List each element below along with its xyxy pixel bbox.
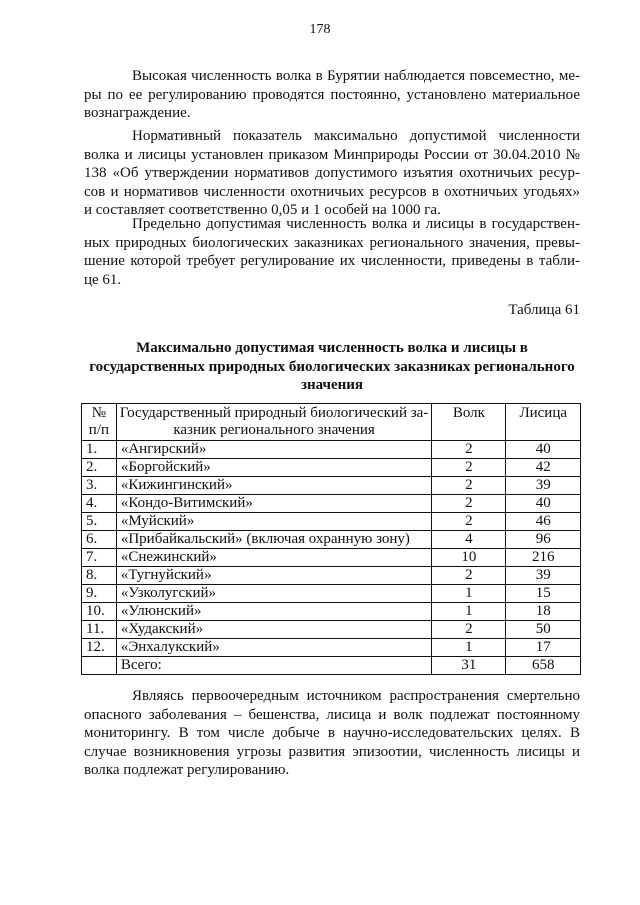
cell-fox: 17 [506, 639, 581, 657]
cell-num: 5. [82, 513, 117, 531]
cell-name: «Кижингинский» [116, 477, 431, 495]
text-line: це 61. [84, 271, 122, 288]
table-title-line: Максимально допустимая численность волка и лисицы в [136, 340, 528, 356]
cell-wolf: 10 [432, 549, 506, 567]
cell-name: «Улюнский» [116, 603, 431, 621]
table-title [84, 339, 580, 395]
text-line: шение которой требует регулирование их численности, приведены в табли- [84, 253, 580, 270]
table-row [82, 531, 581, 549]
cell-fox: 658 [506, 657, 581, 675]
cell-name: «Муйский» [116, 513, 431, 531]
cell-wolf: 31 [432, 657, 506, 675]
cell-num: 8. [82, 567, 117, 585]
text-line: Нормативный показатель максимально допустимой численности [132, 128, 580, 144]
cell-fox: 50 [506, 621, 581, 639]
table-total-row [82, 657, 581, 675]
cell-name: «Ангирский» [116, 441, 431, 459]
cell-fox: 18 [506, 603, 581, 621]
table-row [82, 441, 581, 459]
cell-num: 4. [82, 495, 117, 513]
table-title-line: государственных природных биологических заказниках регионального [89, 358, 575, 375]
cell-wolf: 2 [432, 459, 506, 477]
cell-fox: 40 [506, 495, 581, 513]
header-fox: Лисица [506, 404, 581, 441]
text-line: опасного заболевания – бешенства, лисица и волк подлежат постоянному [84, 706, 580, 723]
text-line: волка и лисицы установлен приказом Минприроды России от 30.04.2010 № [84, 146, 580, 163]
paragraph-1 [84, 67, 580, 123]
reserves-table [81, 403, 581, 675]
cell-name: «Энхалукский» [116, 639, 431, 657]
cell-fox: 40 [506, 441, 581, 459]
cell-num: 2. [82, 459, 117, 477]
header-name-line: Государственный природный биологический за- [119, 405, 429, 421]
cell-num: 6. [82, 531, 117, 549]
text-line: ных природных биологических заказниках регионального значения, превы- [84, 234, 580, 251]
text-line: волка подлежат регулированию. [84, 762, 290, 779]
table-row [82, 513, 581, 531]
cell-num: 7. [82, 549, 117, 567]
cell-wolf: 2 [432, 495, 506, 513]
header-wolf: Волк [432, 404, 506, 441]
cell-fox: 96 [506, 531, 581, 549]
text-line: и составляет соответственно 0,05 и 1 особей на 1000 га. [84, 202, 441, 219]
text-line: Высокая численность волка в Бурятии наблюдается повсеместно, ме- [132, 68, 580, 84]
cell-wolf: 1 [432, 603, 506, 621]
table-row [82, 621, 581, 639]
table-row [82, 603, 581, 621]
paragraph-4 [84, 687, 580, 780]
text-line: Предельно допустимая численность волка и лисицы в государствен- [132, 216, 580, 232]
cell-num: 9. [82, 585, 117, 603]
table-header-row [82, 404, 581, 441]
cell-num: 1. [82, 441, 117, 459]
cell-name: Всего: [116, 657, 431, 675]
cell-fox: 46 [506, 513, 581, 531]
cell-wolf: 2 [432, 621, 506, 639]
cell-name: «Боргойский» [116, 459, 431, 477]
text-line: сов и нормативов численности охотничьих ресурсов в охотничьих угодьях» [84, 183, 580, 200]
header-name [116, 404, 431, 441]
cell-num [82, 657, 117, 675]
header-num-line: № [91, 405, 107, 421]
table-row [82, 585, 581, 603]
cell-name: «Худакский» [116, 621, 431, 639]
header-num-line: п/п [88, 422, 110, 438]
cell-fox: 42 [506, 459, 581, 477]
cell-fox: 15 [506, 585, 581, 603]
text-line: случае возникновения угрозы развития эпизоотии, численность лисицы и [84, 743, 580, 760]
cell-fox: 39 [506, 477, 581, 495]
table-row [82, 567, 581, 585]
table-caption: Таблица 61 [508, 302, 580, 318]
cell-num: 10. [82, 603, 117, 621]
paragraph-2 [84, 127, 580, 220]
table-body [82, 441, 581, 675]
table-row [82, 549, 581, 567]
text-line: мониторингу. В том числе добыче в научно-исследовательских целях. В [84, 725, 580, 742]
text-line: ры по ее регулированию проводятся постоянно, установлено материальное [84, 86, 580, 103]
header-name-line: казник регионального значения [173, 422, 375, 438]
text-line: 138 «Об утверждении нормативов допустимого изъятия охотничьих ресур- [84, 165, 580, 182]
cell-num: 3. [82, 477, 117, 495]
table-row [82, 495, 581, 513]
cell-fox: 39 [506, 567, 581, 585]
cell-name: «Прибайкальский» (включая охранную зону) [116, 531, 431, 549]
cell-fox: 216 [506, 549, 581, 567]
header-num [82, 404, 117, 441]
text-line: Являясь первоочередным источником распространения смертельно [132, 688, 580, 704]
cell-name: «Узколугский» [116, 585, 431, 603]
cell-name: «Кондо-Витимский» [116, 495, 431, 513]
cell-wolf: 4 [432, 531, 506, 549]
table-title-line: значения [300, 377, 364, 394]
table-row [82, 459, 581, 477]
cell-wolf: 1 [432, 585, 506, 603]
table-row [82, 477, 581, 495]
table-row [82, 639, 581, 657]
cell-wolf: 2 [432, 441, 506, 459]
cell-wolf: 2 [432, 513, 506, 531]
paragraph-3 [84, 215, 580, 289]
cell-num: 12. [82, 639, 117, 657]
cell-wolf: 1 [432, 639, 506, 657]
page-number: 178 [309, 22, 331, 37]
cell-wolf: 2 [432, 477, 506, 495]
cell-name: «Снежинский» [116, 549, 431, 567]
cell-wolf: 2 [432, 567, 506, 585]
cell-num: 11. [82, 621, 117, 639]
text-line: вознаграждение. [84, 105, 191, 122]
cell-name: «Тугнуйский» [116, 567, 431, 585]
